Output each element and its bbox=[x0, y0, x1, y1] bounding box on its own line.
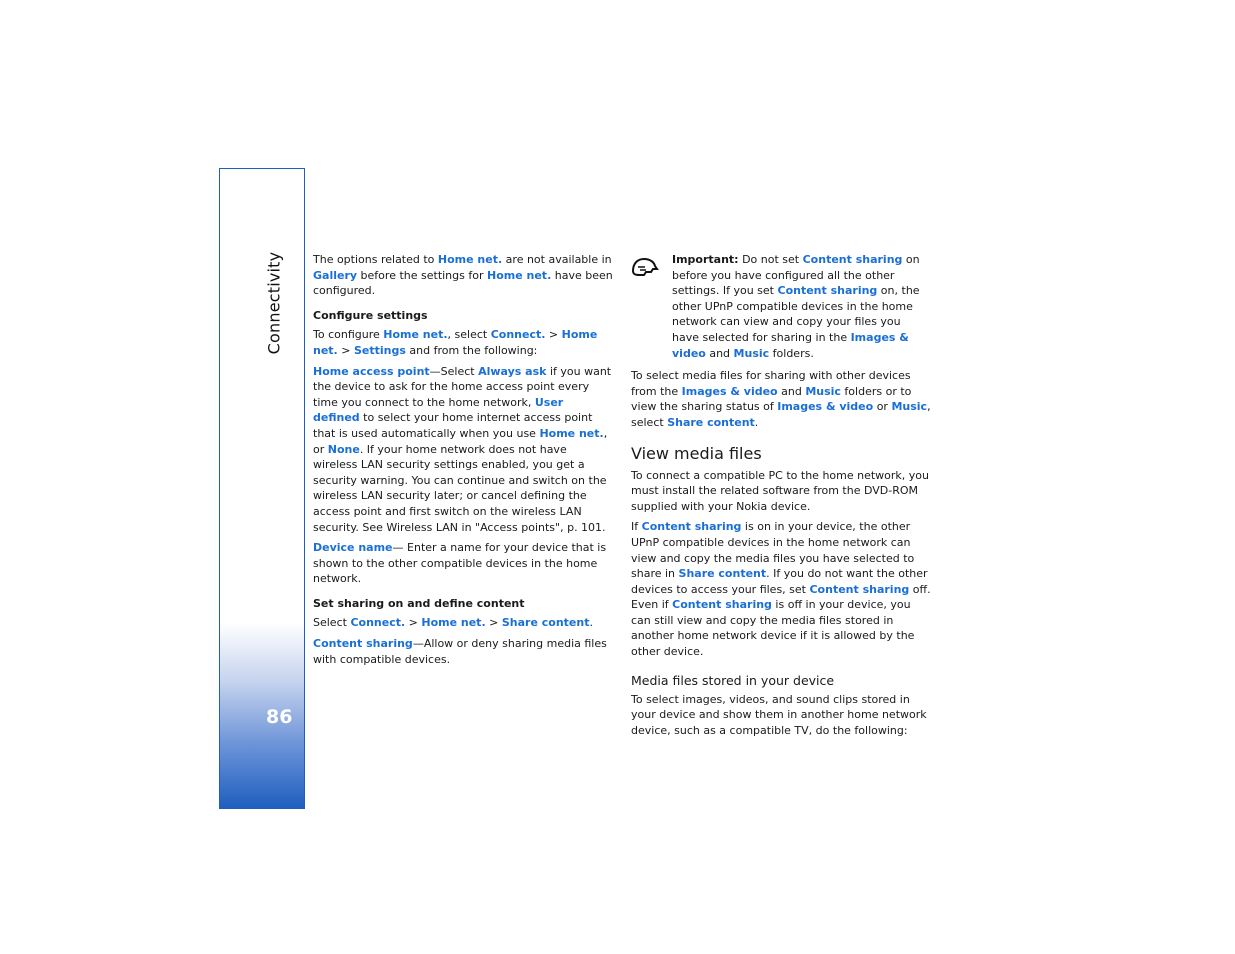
heading-view-media: View media files bbox=[631, 443, 762, 463]
right-column bbox=[631, 252, 931, 743]
configure-paragraph: To configure Home net., select Connect. > Home net. > Settings and from the following: bbox=[313, 328, 598, 357]
gallery-note: The options related to Home net. are not available in Gallery before the settings for Home net. have been configured. bbox=[313, 253, 613, 298]
subheading-configure: Configure settings bbox=[313, 308, 428, 322]
left-column bbox=[313, 252, 613, 672]
home-access-point-paragraph: Home access point—Select Always ask if you want the device to ask for the home access point every time you connect to the home network, User defined to select your home internet access point that is used automatically when you use Home net., or None. If your home network does not have wireless LAN security settings enabled, you get a security warning. You can continue and switch on the wireless LAN security later; or cancel defining the access point and first switch on the wireless LAN security. See Wireless LAN in "Access points", p. 101. bbox=[313, 364, 612, 534]
important-note: Important: Do not set Content sharing on before you have configured all the other settings. If you set Content sharing on, the other UPnP compatible devices in the home network can view and copy your files you have selected for sharing in the Images & video and Music folders. bbox=[631, 252, 931, 361]
link-home-net: Home net. bbox=[487, 268, 552, 282]
link-home-net: Home net. bbox=[437, 253, 503, 266]
select-images-paragraph: To select images, videos, and sound clips stored in your device and show them in another home network device, such as a compatible TV, do the following: bbox=[631, 692, 927, 737]
section-title: Connectivity bbox=[264, 251, 284, 355]
content-sharing-on-paragraph: If Content sharing is on in your device, the other UPnP compatible devices in the home network can view and copy the media files you have selected to share in Share content. If you do not want the other devices to access your files, set Content sharing off. Even if Content sharing is off in your device, you can still view and copy the media files stored in another home network device if it is allowed by the other device. bbox=[631, 520, 931, 659]
content-sharing-paragraph: Content sharing—Allow or deny sharing media files with compatible devices. bbox=[313, 637, 607, 666]
heading-media-stored: Media files stored in your device bbox=[631, 672, 835, 688]
connect-pc-paragraph: To connect a compatible PC to the home network, you must install the related software from the DVD-ROM supplied with your Nokia device. bbox=[631, 468, 930, 513]
device-name-paragraph: Device name— Enter a name for your device that is shown to the other compatible devices in the home network. bbox=[313, 541, 607, 586]
important-hand-icon bbox=[631, 256, 659, 278]
subheading-sharing: Set sharing on and define content bbox=[313, 596, 525, 610]
page-number: 86 bbox=[266, 706, 293, 728]
select-media-paragraph: To select media files for sharing with other devices from the Images & video and Music folders or to view the sharing status of Images & video or Music, select Share content. bbox=[631, 369, 931, 429]
select-path-paragraph: Select Connect. > Home net. > Share content. bbox=[313, 616, 593, 630]
link-gallery: Gallery bbox=[313, 268, 358, 282]
